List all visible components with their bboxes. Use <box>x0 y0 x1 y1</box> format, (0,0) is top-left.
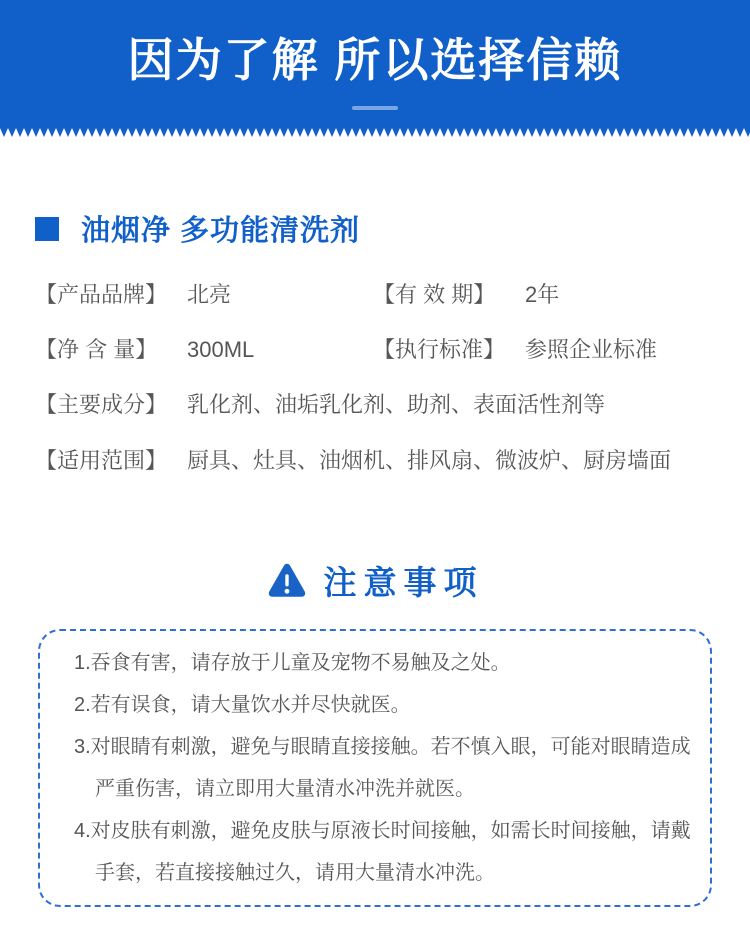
spec-row <box>35 338 715 362</box>
banner <box>0 0 750 128</box>
spec-brand <box>35 283 373 307</box>
product-section-title: 油烟净 多功能清洗剂 <box>81 215 361 247</box>
spec-list <box>35 283 715 473</box>
spec-value: 300ML <box>187 337 255 363</box>
notice-title: 注意事项 <box>323 563 484 601</box>
spec-row <box>35 283 715 307</box>
banner-zigzag-edge <box>0 128 750 137</box>
notice-item: 1.吞食有害，请存放于儿童及宠物不易触及之处。 <box>74 651 511 674</box>
banner-zigzag-path <box>0 128 750 137</box>
banner-underline <box>352 106 398 110</box>
spec-value: 乳化剂、油垢乳化剂、助剂、表面活性剂等 <box>187 392 606 418</box>
warning-triangle-icon <box>267 562 307 599</box>
spec-label: 【有 效 期】 <box>373 282 496 307</box>
notice-box <box>38 629 712 907</box>
notice-item: 4.对皮肤有刺激，避免皮肤与原液长时间接触，如需长时间接触，请戴手套，若直接接触过久，请用大量清水冲洗。 <box>74 819 691 884</box>
banner-title: 因为了解 所以选择信赖 <box>127 34 623 86</box>
spec-value: 参照企业标准 <box>525 337 658 363</box>
spec-value: 北亮 <box>187 282 232 307</box>
spec-standard <box>373 338 657 362</box>
spec-label: 【净 含 量】 <box>35 337 158 363</box>
spec-shelf-life <box>373 283 559 307</box>
notice-item: 3.对眼睛有刺激，避免与眼睛直接接触。若不慎入眼，可能对眼睛造成严重伤害，请立即用大量清水冲洗并就医。 <box>74 735 691 800</box>
spec-row <box>35 393 715 417</box>
spec-row <box>35 449 715 473</box>
spec-net-content <box>35 338 373 362</box>
spec-applicable-range <box>35 447 672 473</box>
notice-section <box>0 557 750 907</box>
spec-label: 【产品品牌】 <box>35 282 168 307</box>
spec-label: 【主要成分】 <box>35 392 168 418</box>
product-intro-section <box>0 208 750 473</box>
spec-value: 2年 <box>525 282 560 307</box>
spec-value: 厨具、灶具、油烟机、排风扇、微波炉、厨房墙面 <box>187 447 672 473</box>
spec-label: 【执行标准】 <box>373 337 506 363</box>
spec-ingredients <box>35 392 606 418</box>
section-header <box>35 208 715 249</box>
notice-item: 2.若有误食，请大量饮水并尽快就医。 <box>74 693 411 716</box>
spec-label: 【适用范围】 <box>35 447 168 473</box>
notice-header <box>0 557 750 604</box>
square-bullet-icon <box>35 217 59 241</box>
